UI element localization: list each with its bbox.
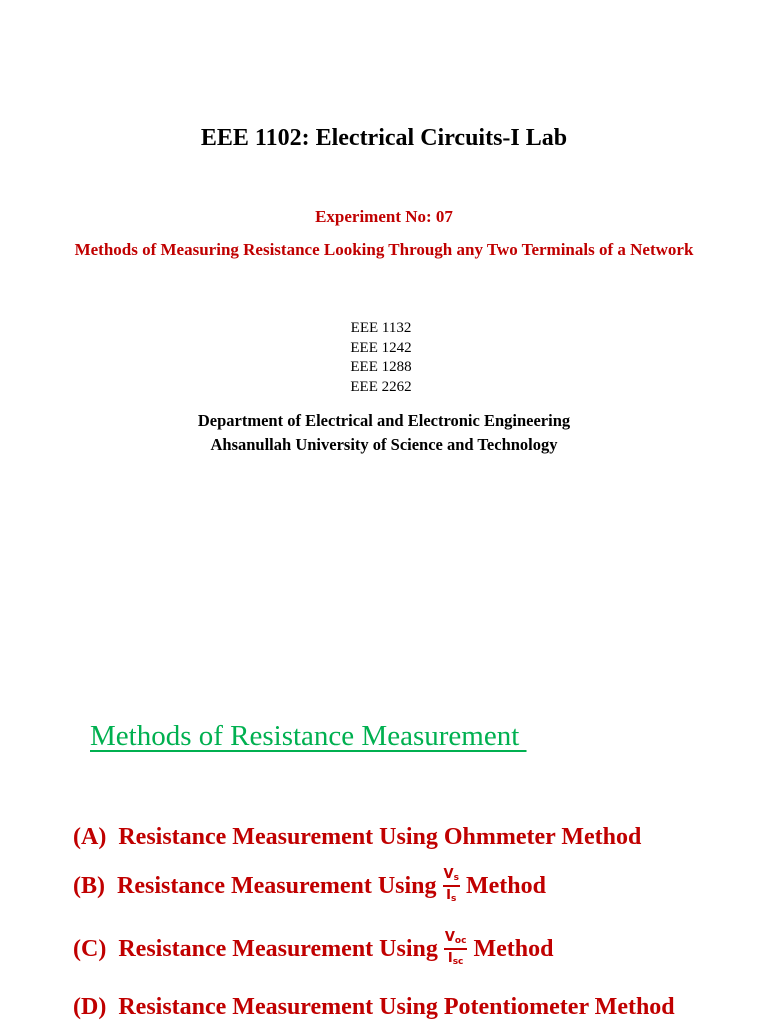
method-item-b [73, 868, 546, 904]
fraction-denominator: $I_s$ [446, 888, 457, 904]
course-title: EEE 1102: Electrical Circuits-I Lab [200, 125, 568, 151]
course-code: EEE 2262 [350, 378, 412, 395]
department-name: Department of Electrical and Electronic Engineering [197, 411, 571, 430]
method-text-suffix: Method [465, 872, 546, 899]
method-letter: (A) [73, 824, 107, 850]
method-text: Resistance Measurement Using Potentiometer Method [118, 994, 675, 1020]
method-text-prefix: Resistance Measurement Using [118, 935, 438, 962]
method-letter: (D) [73, 994, 107, 1020]
method-letter: (B) [73, 872, 105, 899]
method-text: Resistance Measurement Using Ohmmeter Method [118, 824, 642, 850]
method-text-suffix: Method [473, 935, 554, 962]
course-code: EEE 1132 [350, 320, 412, 336]
course-code: EEE 1288 [350, 359, 412, 375]
experiment-title: Methods of Measuring Resistance Looking Through any Two Terminals of a Network [74, 240, 694, 259]
fraction-denominator: $I_{sc}$ [447, 951, 464, 967]
method-item-d [73, 994, 675, 1021]
ratio-fraction [444, 931, 468, 967]
ratio-fraction [443, 868, 460, 904]
fraction-numerator: $V_{oc}$ [444, 931, 468, 950]
fraction-numerator: $V_s$ [443, 868, 460, 887]
experiment-number: Experiment No: 07 [315, 207, 453, 226]
course-code-list [0, 319, 768, 397]
method-item-a [73, 824, 641, 851]
method-item-c [73, 931, 553, 967]
university-name: Ahsanullah University of Science and Technology [210, 435, 558, 454]
course-code: EEE 1242 [350, 339, 412, 356]
section-heading: Methods of Resistance Measurement [90, 720, 527, 752]
method-letter: (C) [73, 935, 107, 962]
method-text-prefix: Resistance Measurement Using [117, 872, 437, 899]
